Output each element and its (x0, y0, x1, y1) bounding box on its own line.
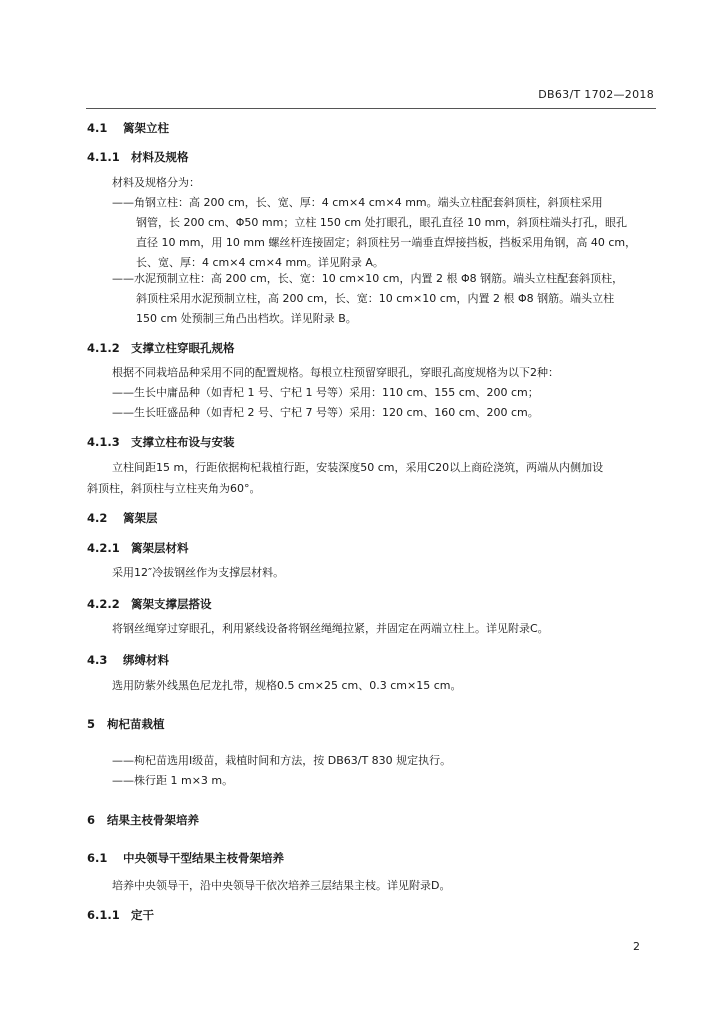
heading-4-3 (87, 652, 169, 668)
heading-number: 6.1 (87, 851, 108, 865)
heading-title: 绑缚材料 (123, 653, 169, 667)
heading-6-1 (87, 850, 284, 866)
list-item-continuation: 斜顶柱采用水泥预制立柱，高 200 cm，长、宽：10 cm×10 cm，内置 2 根 Φ8 钢筋。端头立柱 (136, 292, 615, 305)
heading-title: 材料及规格 (131, 150, 189, 164)
paragraph: 将钢丝绳穿过穿眼孔，利用紧线设备将钢丝绳绳拉紧，并固定在两端立柱上。详见附录C。 (112, 622, 549, 635)
list-item: ——角钢立柱：高 200 cm，长、宽、厚：4 cm×4 cm×4 mm。端头立柱配套斜顶柱，斜顶柱采用 (112, 196, 603, 209)
heading-title: 枸杞苗栽植 (107, 717, 165, 731)
heading-title: 定干 (131, 908, 154, 922)
heading-4-1 (87, 120, 169, 136)
heading-number: 4.1.2 (87, 341, 120, 355)
heading-title: 支撑立柱布设与安装 (131, 435, 235, 449)
heading-5 (87, 716, 165, 732)
list-item-continuation: 150 cm 处预制三角凸出档坎。详见附录 B。 (136, 312, 357, 325)
heading-4-1-3 (87, 434, 235, 450)
heading-4-1-1 (87, 149, 189, 165)
heading-number: 4.3 (87, 653, 108, 667)
list-item: ——生长旺盛品种（如青杞 2 号、宁杞 7 号等）采用：120 cm、160 cm、200 cm。 (112, 406, 539, 419)
heading-title: 篱架层 (123, 511, 158, 525)
paragraph: 材料及规格分为： (112, 176, 200, 189)
heading-title: 篱架层材料 (131, 541, 189, 555)
heading-title: 结果主枝骨架培养 (107, 813, 199, 827)
paragraph: 采用12″冷拔钢丝作为支撑层材料。 (112, 566, 285, 579)
list-item-continuation: 直径 10 mm，用 10 mm 螺丝杆连接固定；斜顶柱另一端垂直焊接挡板，挡板采用角钢，高 40 cm， (136, 236, 637, 249)
paragraph: 培养中央领导干，沿中央领导干依次培养三层结果主枝。详见附录D。 (112, 879, 451, 892)
paragraph: 根据不同栽培品种采用不同的配置规格。每根立柱预留穿眼孔，穿眼孔高度规格为以下2种： (112, 366, 559, 379)
paragraph: 选用防紫外线黑色尼龙扎带，规格0.5 cm×25 cm、0.3 cm×15 cm。 (112, 679, 462, 692)
list-item: ——水泥预制立柱：高 200 cm，长、宽：10 cm×10 cm，内置 2 根 Φ8 钢筋。端头立柱配套斜顶柱， (112, 272, 624, 285)
heading-title: 篱架立柱 (123, 121, 169, 135)
heading-title: 篱架支撑层搭设 (131, 597, 212, 611)
heading-number: 5 (87, 717, 96, 731)
list-item-continuation: 长、宽、厚：4 cm×4 cm×4 mm。详见附录 A。 (136, 256, 384, 269)
heading-number: 4.1.3 (87, 435, 120, 449)
heading-4-2 (87, 510, 158, 526)
header-rule (86, 108, 656, 109)
paragraph-continuation: 斜顶柱，斜顶柱与立柱夹角为60°。 (87, 482, 261, 495)
heading-number: 6.1.1 (87, 908, 120, 922)
heading-4-2-1 (87, 540, 189, 556)
heading-6-1-1 (87, 907, 154, 923)
list-item: ——枸杞苗选用Ⅰ级苗，栽植时间和方法，按 DB63/T 830 规定执行。 (112, 754, 452, 767)
heading-4-1-2 (87, 340, 235, 356)
list-item-continuation: 钢管，长 200 cm、Φ50 mm；立柱 150 cm 处打眼孔，眼孔直径 10 mm，斜顶柱端头打孔，眼孔 (136, 216, 628, 229)
heading-number: 4.2.1 (87, 541, 120, 555)
heading-number: 4.2.2 (87, 597, 120, 611)
list-item: ——株行距 1 m×3 m。 (112, 774, 234, 787)
heading-number: 4.1 (87, 121, 108, 135)
heading-number: 4.2 (87, 511, 108, 525)
document-code: DB63/T 1702—2018 (538, 88, 654, 101)
page-number: 2 (633, 940, 640, 953)
heading-6 (87, 812, 199, 828)
list-item: ——生长中庸品种（如青杞 1 号、宁杞 1 号等）采用：110 cm、155 cm、200 cm； (112, 386, 539, 399)
heading-4-2-2 (87, 596, 212, 612)
heading-number: 6 (87, 813, 96, 827)
paragraph: 立柱间距15 m，行距依据枸杞栽植行距，安装深度50 cm，采用C20以上商砼浇筑，两端从内侧加设 (112, 461, 604, 474)
heading-title: 中央领导干型结果主枝骨架培养 (123, 851, 284, 865)
heading-number: 4.1.1 (87, 150, 120, 164)
heading-title: 支撑立柱穿眼孔规格 (131, 341, 235, 355)
